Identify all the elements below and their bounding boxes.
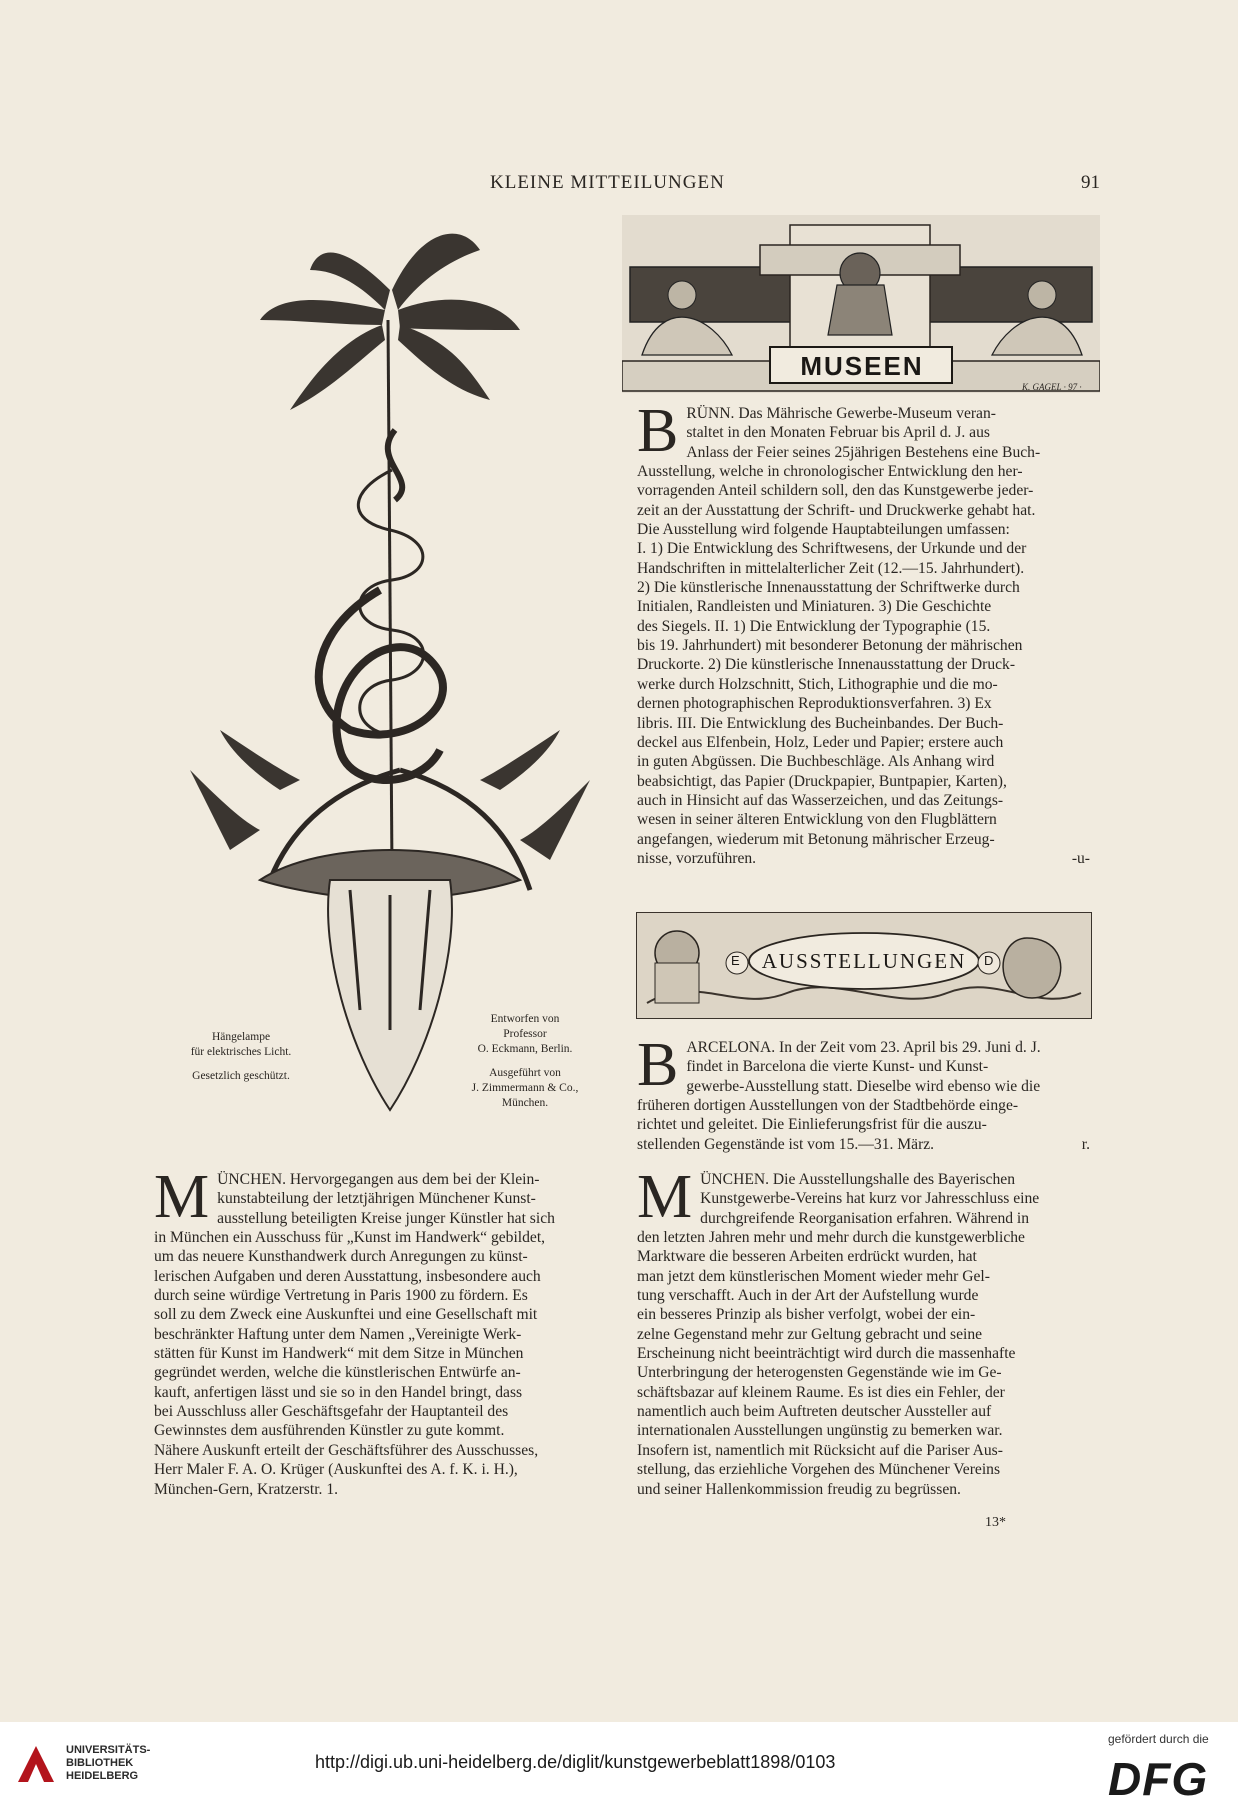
text-line: internationalen Ausstellungen ungünstig zu bemerken war. (637, 1422, 1003, 1440)
caption-right-line: J. Zimmermann & Co., (471, 1082, 579, 1094)
text-line: Herr Maler F. A. O. Krüger (Auskunftei des A. f. K. i. H.), (154, 1461, 518, 1479)
museen-signature: K. GAGEL · 97 · (1022, 382, 1082, 392)
text-line: Druckorte. 2) Die künstlerische Innenausstattung der Druck- (637, 656, 1016, 674)
text-line: des Siegels. II. 1) Die Entwicklung der Typographie (15. (637, 617, 991, 635)
dropcap: M (637, 1163, 693, 1231)
text-line: tung verschafft. Auch in der Art der Aufstellung wurde (637, 1287, 979, 1305)
text-line: RÜNN. Das Mährische Gewerbe-Museum veran- (686, 405, 996, 422)
text-line: Ausstellung, welche in chronologischer Entwicklung den her- (637, 463, 1023, 481)
article-muenchen-left (154, 1163, 607, 1499)
dropcap: B (637, 397, 679, 465)
text-line: Kunstgewerbe-Vereins hat kurz vor Jahresschluss eine (700, 1190, 1040, 1208)
caption-right-line: Professor (503, 1028, 547, 1040)
text-line: zelne Gegenstand mehr zur Geltung gebracht und seine (637, 1325, 983, 1343)
text-line: zeit an der Ausstattung der Schrift- und Druckwerke gehabt hat. (637, 501, 1036, 519)
text-line: angefangen, wiederum mit Betonung mährischer Erzeug- (637, 830, 995, 848)
university-logo-icon (14, 1742, 58, 1786)
text-line: ein besseres Prinzip als bisher verfolgt, wobei der ein- (637, 1306, 976, 1324)
text-line: namentlich auch beim Auftreten deutscher Aussteller auf (637, 1403, 992, 1421)
text-line: ausstellung beteiligten Kreise junger Künstler hat sich (217, 1209, 555, 1227)
dropcap: B (637, 1031, 679, 1099)
dfg-logo: DFG (1108, 1753, 1209, 1805)
text-line: bis 19. Jahrhundert) mit besonderer Betonung der mährischen (637, 637, 1023, 655)
article-barcelona (637, 1031, 1090, 1154)
text-line: in München ein Ausschuss für „Kunst im Handwerk“ gebildet, (154, 1229, 546, 1247)
text-line: deckel aus Elfenbein, Holz, Leder und Papier; erstere auch (637, 733, 1004, 751)
text-line: bei Ausschluss aller Geschäftsgefahr der Hauptanteil des (154, 1403, 509, 1421)
page-number: 91 (1081, 172, 1100, 193)
text-line: werke durch Holzschnitt, Stich, Lithographie und die mo- (637, 675, 998, 693)
university-line: BIBLIOTHEK (66, 1757, 134, 1769)
text-line: libris. III. Die Entwicklung des Bucheinbandes. Der Buch- (637, 714, 1004, 732)
hanging-lamp-illustration (170, 230, 610, 1130)
text-line: Insofern ist, namentlich mit Rücksicht auf die Pariser Aus- (637, 1441, 1003, 1459)
text-line: ÜNCHEN. Hervorgegangen aus dem bei der Klein- (217, 1171, 540, 1188)
text-line: man jetzt dem künstlerischen Moment wieder mehr Gel- (637, 1267, 990, 1285)
running-title: KLEINE MITTEILUNGEN (490, 172, 725, 193)
caption-left (166, 1030, 316, 1084)
text-line: um das neuere Kunsthandwerk durch Anregungen zu künst- (154, 1248, 528, 1266)
ausstellungen-left-letter: E (731, 953, 742, 968)
text-line: Gewinnstes dem ausführenden Künstler zu gute kommt. (154, 1422, 505, 1440)
ausstellungen-right-letter: D (984, 953, 996, 968)
caption-right-line: Ausgeführt von (489, 1067, 561, 1079)
text-line: staltet in den Monaten Februar bis April d. J. aus (686, 424, 990, 442)
ausstellungen-banner (636, 912, 1092, 1019)
text-line: Erscheinung nicht beeinträchtigt wird durch die massenhafte (637, 1345, 1016, 1363)
text-line: schäftsbazar auf kleinem Raume. Es ist dies ein Fehler, der (637, 1383, 1005, 1401)
text-line: nisse, vorzuführen. (637, 849, 757, 867)
text-line: Anlass der Feier seines 25jährigen Bestehens eine Buch- (686, 443, 1041, 461)
university-line: HEIDELBERG (66, 1770, 139, 1782)
text-line: beschränkter Haftung unter dem Namen „Vereinigte Werk- (154, 1325, 522, 1343)
text-line: soll zu dem Zweck eine Auskunftei und eine Gesellschaft mit (154, 1306, 538, 1324)
text-line: Handschriften in mittelalterlicher Zeit (12.—15. Jahrhundert). (637, 559, 1025, 577)
author-sign: r. (1081, 1135, 1090, 1153)
text-line: I. 1) Die Entwicklung des Schriftwesens, der Urkunde und der (637, 540, 1027, 558)
text-line: durch seine würdige Vertretung in Paris 1900 zu fördern. Es (154, 1287, 528, 1305)
digitization-footer (0, 1722, 1238, 1812)
caption-right-line: Entworfen von (490, 1013, 560, 1025)
text-line: 2) Die künstlerische Innenausstattung der Schriftwerke durch (637, 579, 1020, 597)
dropcap: M (154, 1163, 210, 1231)
text-line: ÜNCHEN. Die Ausstellungshalle des Bayerischen (700, 1171, 1015, 1188)
text-line: auch in Hinsicht auf das Wasserzeichen, und das Zeitungs- (637, 791, 1004, 809)
text-line: durchgreifende Reorganisation erfahren. Während in (700, 1209, 1030, 1227)
text-line: wesen in seiner älteren Entwicklung von den Flugblättern (637, 811, 997, 829)
text-line: Unterbringung der heterogensten Gegenstände wie im Ge- (637, 1364, 1002, 1382)
funded-by-text: gefördert durch die (1108, 1732, 1209, 1746)
museen-banner (622, 215, 1100, 393)
text-line: gegründet werden, welche die künstlerischen Entwürfe an- (154, 1364, 521, 1382)
text-line: findet in Barcelona die vierte Kunst- und Kunst- (686, 1058, 989, 1076)
text-line: in guten Abgüssen. Die Buchbeschläge. Als Anhang wird (637, 753, 995, 771)
source-url-link[interactable]: http://digi.ub.uni-heidelberg.de/diglit/kunstgewerbeblatt1898/0103 (315, 1752, 836, 1772)
text-line: den letzten Jahren mehr und mehr durch die kunstgewerbliche (637, 1229, 1025, 1247)
caption-left-line: für elektrisches Licht. (190, 1046, 292, 1058)
text-line: früheren dortigen Ausstellungen von der Stadtbehörde einge- (637, 1097, 1019, 1115)
author-sign: -u- (1071, 849, 1090, 867)
text-line: beabsichtigt, das Papier (Druckpapier, Buntpapier, Karten), (637, 772, 1007, 790)
text-line: ARCELONA. In der Zeit vom 23. April bis 29. Juni d. J. (686, 1039, 1041, 1056)
text-line: Die Ausstellung wird folgende Hauptabteilungen umfassen: (637, 521, 1010, 539)
text-line: Initialen, Randleisten und Miniaturen. 3) Die Geschichte (637, 598, 992, 616)
text-line: Marktware die besseren Arbeiten erdrückt wurden, hat (637, 1248, 977, 1266)
text-line: stellenden Gegenstände ist vom 15.—31. März. (637, 1135, 935, 1153)
text-line: München-Gern, Kratzerstr. 1. (154, 1480, 339, 1498)
text-line: stätten für Kunst im Handwerk“ mit dem Sitze in München (154, 1345, 524, 1363)
university-name (66, 1744, 150, 1783)
text-line: gewerbe-Ausstellung statt. Dieselbe wird ebenso wie die (686, 1077, 1041, 1095)
text-line: richtet und geleitet. Die Einlieferungsfrist für die auszu- (637, 1116, 987, 1134)
caption-right-line: O. Eckmann, Berlin. (477, 1043, 573, 1055)
article-muenchen-right (637, 1163, 1090, 1499)
text-line: lerischen Aufgaben und deren Ausstattung, insbesondere auch (154, 1267, 541, 1285)
text-line: Nähere Auskunft erteilt der Geschäftsführer des Ausschusses, (154, 1441, 539, 1459)
museen-label: MUSEEN (800, 351, 924, 381)
article-bruenn (637, 397, 1090, 868)
text-line: und seiner Hallenkommission freudig zu begrüssen. (637, 1480, 961, 1498)
text-line: stellung, das erziehliche Vorgehen des Münchener Vereins (637, 1461, 1001, 1479)
text-line: kunstabteilung der letztjährigen Münchener Kunst- (217, 1190, 536, 1208)
caption-right (450, 1012, 600, 1111)
caption-right-line: München. (501, 1097, 549, 1109)
caption-left-line: Gesetzlich geschützt. (192, 1070, 290, 1082)
text-line: kauft, anfertigen lässt und sie so in den Handel bringt, dass (154, 1383, 523, 1401)
ausstellungen-label: AUSSTELLUNGEN (761, 949, 967, 973)
university-line: UNIVERSITÄTS- (66, 1744, 151, 1756)
text-line: vorragenden Anteil schildern soll, den das Kunstgewerbe jeder- (637, 482, 1034, 500)
caption-left-line: Hängelampe (211, 1031, 271, 1043)
signature-mark: 13* (985, 1515, 1006, 1530)
text-line: dernen photographischen Reproduktionsverfahren. 3) Ex (637, 695, 992, 713)
running-header (150, 172, 1100, 202)
